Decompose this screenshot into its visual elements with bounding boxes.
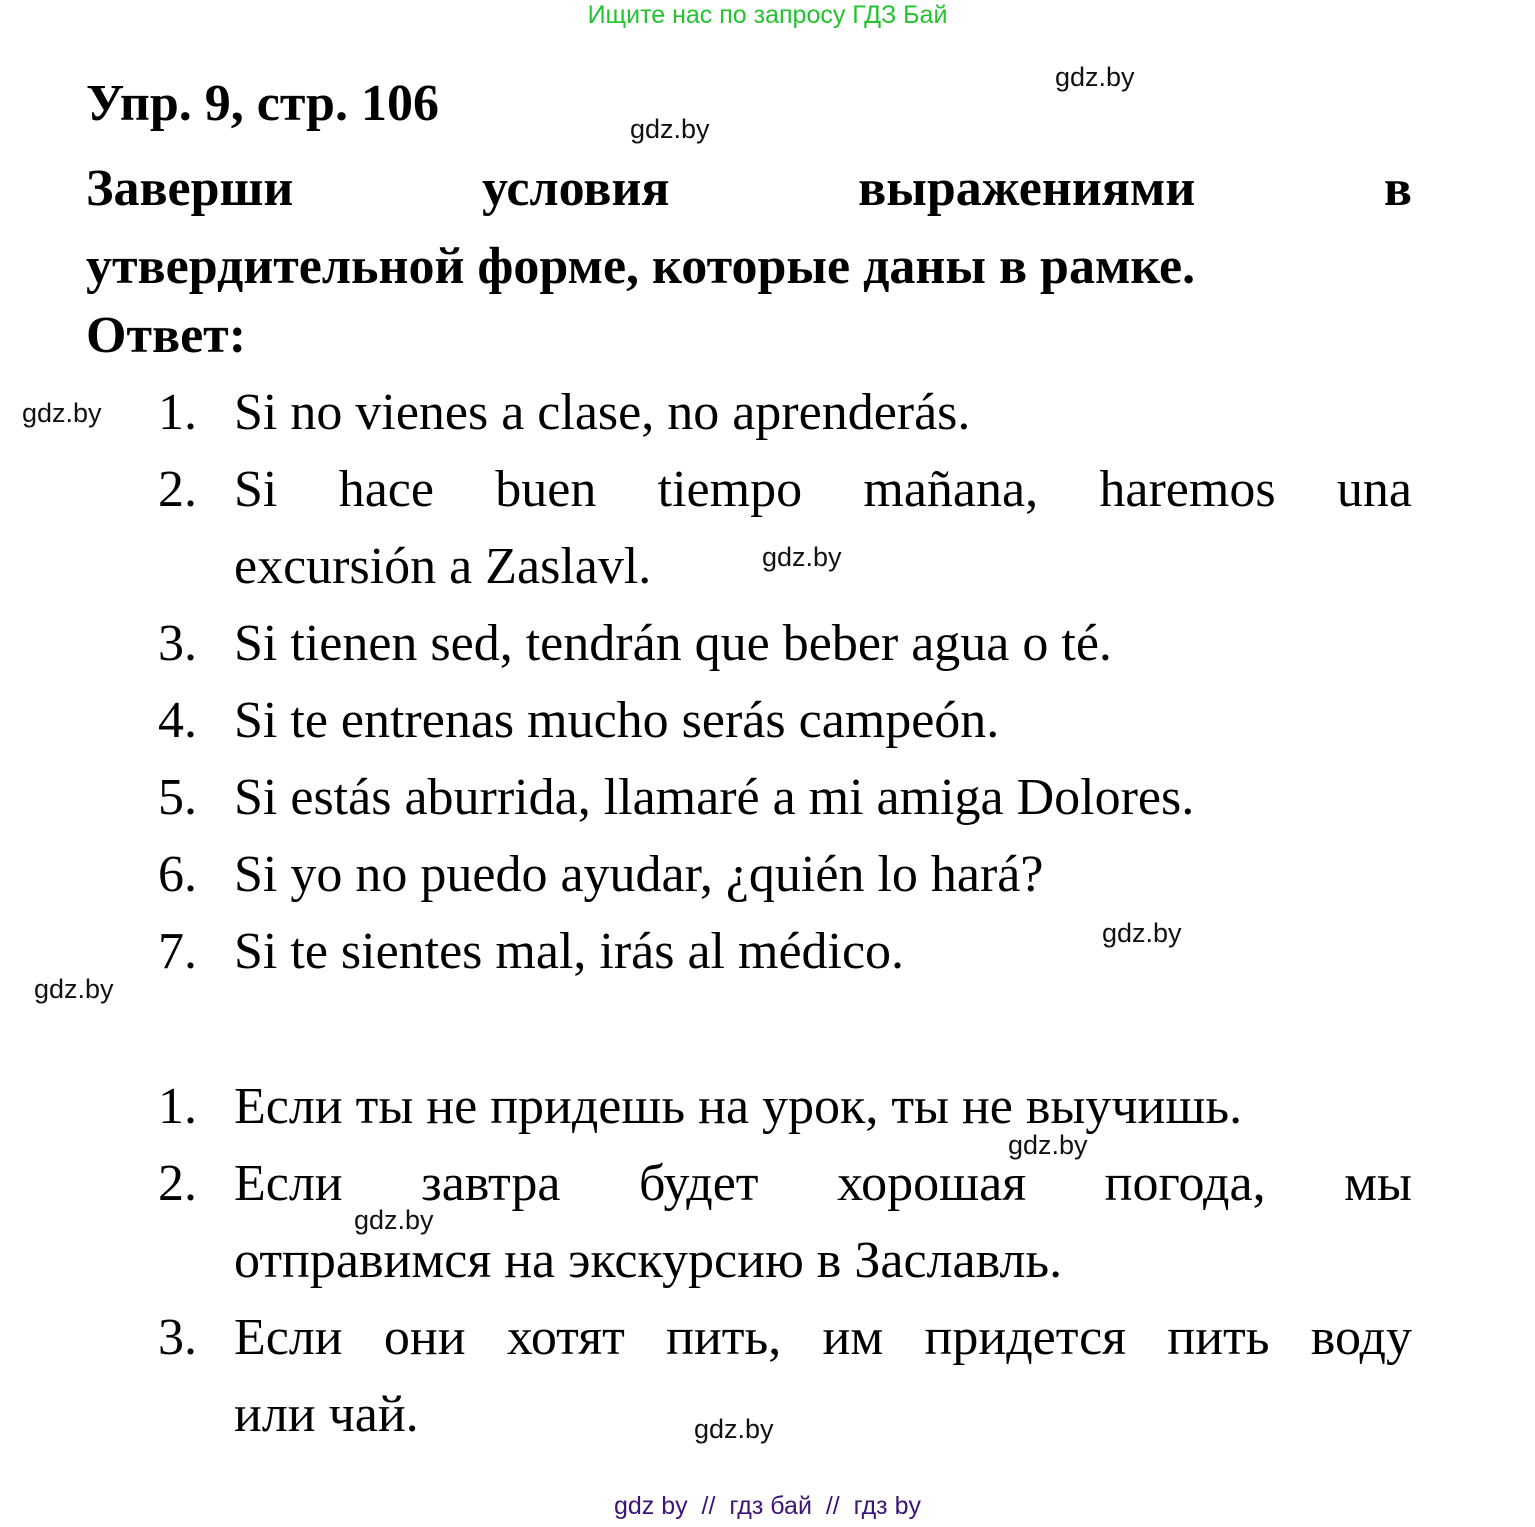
word: погода, [1104, 1155, 1266, 1212]
item-text: Если ты не придешь на урок, ты не выучишь. [234, 1078, 1243, 1135]
watermark: gdz.by [1008, 1130, 1088, 1160]
footer-links[interactable]: gdz by // гдз бай // гдз by [613, 1492, 921, 1520]
word: воду [1310, 1309, 1412, 1366]
instruction-word: выражениями [858, 160, 1196, 217]
item-text-line-2: отправимся на экскурсию в Заславль. [234, 1232, 1063, 1289]
watermark: gdz.by [762, 542, 842, 572]
item-number: 7. [158, 923, 197, 980]
item-text: Si tienen sed, tendrán que beber agua o té. [234, 615, 1112, 672]
item-text: Si te entrenas mucho serás campeón. [234, 692, 1000, 749]
word: хорошая [837, 1155, 1027, 1212]
instruction-word: в [1383, 160, 1412, 217]
list-item [158, 759, 1412, 836]
word: tiempo [657, 461, 803, 518]
exercise-instruction [86, 150, 1412, 306]
exercise-title: Упр. 9, стр. 106 [86, 75, 439, 132]
list-item [158, 913, 1412, 990]
instruction-line-2: утвердительной форме, которые даны в рамке. [86, 238, 1196, 295]
word: hace [338, 461, 434, 518]
word: завтра [421, 1155, 561, 1212]
word: mañana, [863, 461, 1039, 518]
search-banner[interactable]: Ищите нас по запросу ГДЗ Бай [587, 1, 948, 29]
watermark: gdz.by [34, 974, 114, 1004]
word: придется [924, 1309, 1127, 1366]
word: будет [639, 1155, 759, 1212]
item-text: Si yo no puedo ayudar, ¿quién lo hará? [234, 846, 1044, 903]
word: пить, [666, 1309, 782, 1366]
item-number: 2. [158, 1155, 197, 1212]
word: пить [1167, 1309, 1270, 1366]
list-item [158, 1068, 1412, 1145]
word: haremos [1099, 461, 1276, 518]
list-item [158, 605, 1412, 682]
item-number: 1. [158, 1078, 197, 1135]
word: una [1336, 461, 1412, 518]
word: Если [234, 1309, 343, 1366]
item-number: 6. [158, 846, 197, 903]
list-item [158, 451, 1412, 605]
list-item [158, 1145, 1412, 1299]
list-item [158, 1299, 1412, 1453]
word: хотят [506, 1309, 625, 1366]
word: мы [1344, 1155, 1412, 1212]
instruction-word: условия [482, 160, 670, 217]
item-text: Si no vienes a clase, no aprenderás. [234, 384, 971, 441]
watermark: gdz.by [22, 398, 102, 428]
item-number: 3. [158, 615, 197, 672]
spanish-answer-list [158, 374, 1412, 990]
list-item [158, 836, 1412, 913]
russian-translation-list [158, 1068, 1412, 1453]
instruction-word: Заверши [86, 160, 294, 217]
item-number: 5. [158, 769, 197, 826]
word: Если [234, 1155, 343, 1212]
list-item [158, 374, 1412, 451]
answer-label: Ответ: [86, 307, 247, 364]
item-number: 1. [158, 384, 197, 441]
watermark: gdz.by [1102, 918, 1182, 948]
watermark: gdz.by [354, 1205, 434, 1235]
item-number: 4. [158, 692, 197, 749]
word: Si [234, 461, 278, 518]
item-text-line-2: excursión a Zaslavl. [234, 538, 652, 595]
word: им [822, 1309, 884, 1366]
list-item [158, 682, 1412, 759]
word: они [383, 1309, 466, 1366]
watermark: gdz.by [630, 114, 710, 144]
item-number: 2. [158, 461, 197, 518]
item-number: 3. [158, 1309, 197, 1366]
watermark: gdz.by [1055, 62, 1135, 92]
item-text-line-2: или чай. [234, 1386, 419, 1443]
watermark: gdz.by [694, 1414, 774, 1444]
item-text: Si estás aburrida, llamaré a mi amiga Dolores. [234, 769, 1195, 826]
word: buen [495, 461, 597, 518]
item-text: Si te sientes mal, irás al médico. [234, 923, 905, 980]
